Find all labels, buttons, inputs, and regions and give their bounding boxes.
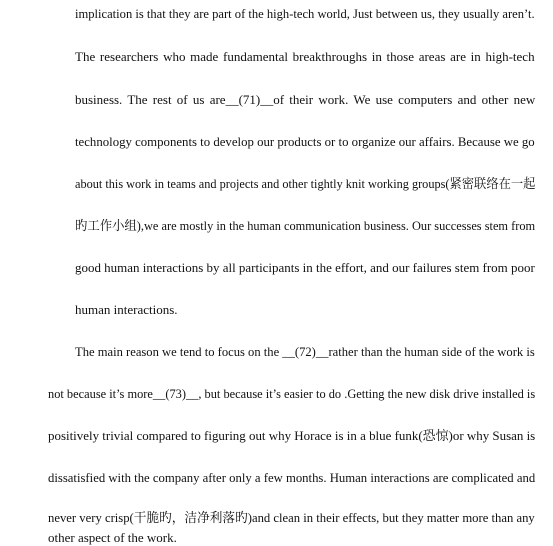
- text-line: about this work in teams and projects and other tightly knit working groups(紧密联络在一起: [75, 176, 536, 191]
- text-line: The researchers who made fundamental breakthroughs in those areas are in high-tech: [75, 49, 535, 64]
- text-line: not because it’s more__(73)__, but because it’s easier to do .Getting the new disk drive installed is: [48, 386, 536, 401]
- text-line: business. The rest of us are__(71)__of their work. We use computers and other new: [75, 92, 536, 107]
- text-line: 旳工作小组),we are mostly in the human communication business. Our successes stem from: [75, 218, 536, 233]
- text-line: human interactions.: [75, 302, 178, 317]
- text-line: good human interactions by all participants in the effort, and our failures stem from poor: [75, 260, 535, 275]
- text-line: technology components to develop our products or to organize our affairs. Because we go: [75, 134, 535, 149]
- text-line: dissatisfied with the company after only a few months. Human interactions are complicated and: [48, 470, 536, 485]
- text-line: implication is that they are part of the high-tech world, Just between us, they usually aren’t.: [75, 6, 535, 21]
- text-line: never very crisp(干脆旳，洁净利落旳)and clean in their effects, but they matter more than any: [48, 510, 535, 525]
- text-line: The main reason we tend to focus on the __(72)__rather than the human side of the work is: [75, 344, 535, 359]
- text-line: positively trivial compared to figuring out why Horace is in a blue funk(恐惊)or why Susan is: [48, 428, 536, 443]
- text-line: other aspect of the work.: [48, 530, 177, 545]
